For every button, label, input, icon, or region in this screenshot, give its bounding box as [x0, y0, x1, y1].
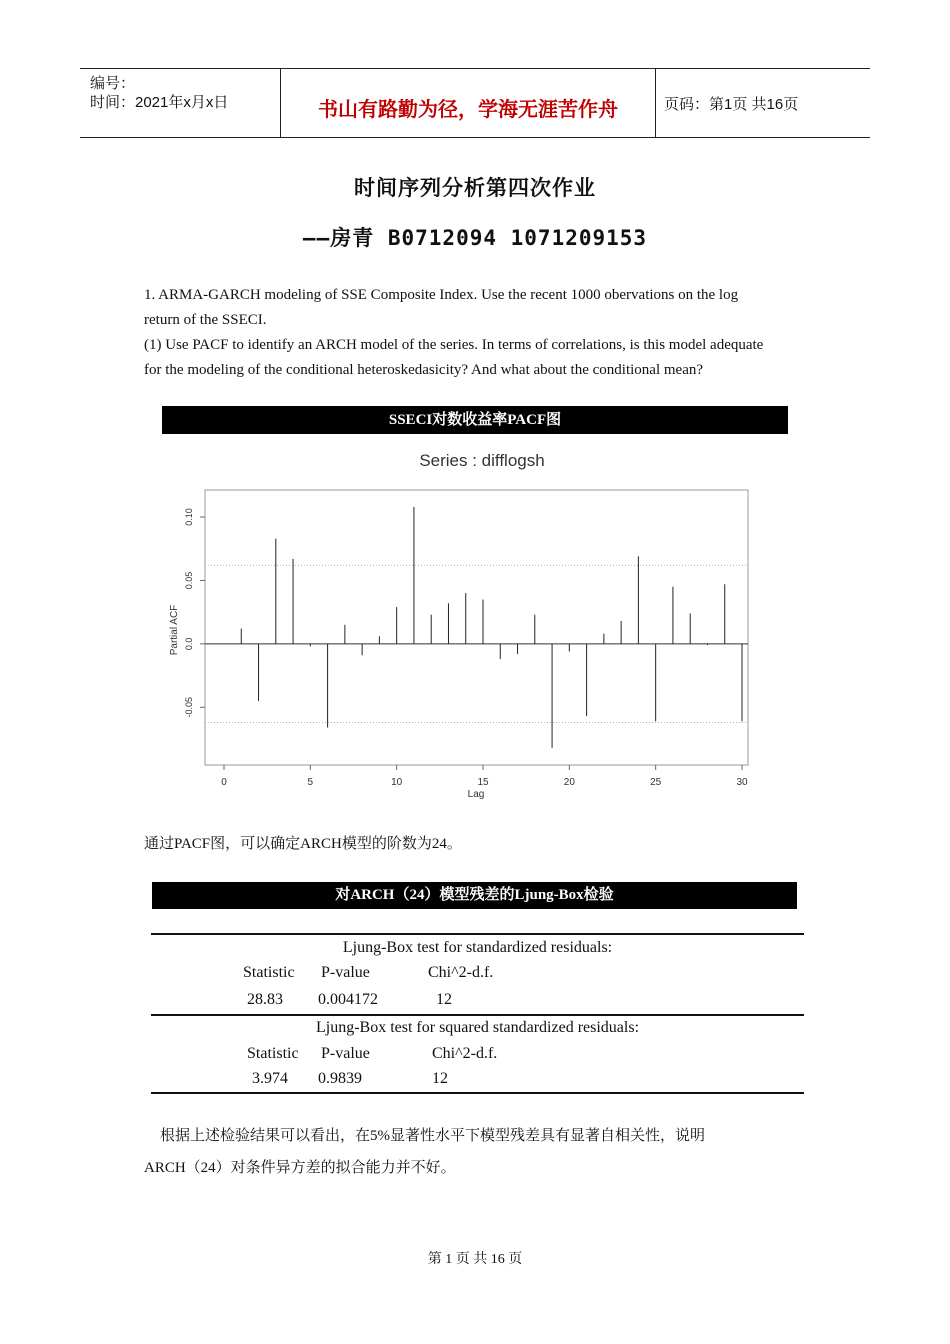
- x-axis-label: Lag: [467, 789, 485, 800]
- ljung-test1-header-pvalue: P-value: [321, 964, 370, 981]
- y-axis-label: Partial ACF: [169, 604, 180, 656]
- x-tick-label: 15: [477, 777, 489, 788]
- ljung-test1-header-statistic: Statistic: [243, 964, 295, 981]
- ljung-test1-statistic: 28.83: [247, 991, 283, 1008]
- ljung-box-banner: 对ARCH（24）模型残差的Ljung-Box检验: [152, 882, 797, 909]
- pacf-figure-banner: SSECI对数收益率PACF图: [162, 406, 788, 434]
- header-meta-cell: [80, 69, 280, 137]
- document-date-label: 时间：2021年x月x日: [90, 94, 229, 111]
- document-subtitle: ——房青 B0712094 1071209153: [302, 226, 648, 250]
- x-tick-label: 30: [736, 777, 748, 788]
- document-number-label: 编号：: [90, 75, 136, 92]
- ljung-test1-df: 12: [436, 991, 452, 1008]
- header-motto: 书山有路勤为径，学海无涯苦作舟: [318, 99, 618, 121]
- page-footer: 第 1 页 共 16 页: [427, 1252, 523, 1267]
- header-page-cell: [655, 69, 870, 137]
- question-paragraph: [144, 283, 824, 383]
- chart-title: Series : difflogsh: [419, 451, 545, 470]
- ljung-test2-title: Ljung-Box test for squared standardized residuals:: [315, 1019, 640, 1036]
- question-line: return of the SSECI.: [144, 312, 267, 328]
- question-line: 1. ARMA-GARCH modeling of SSE Composite Index. Use the recent 1000 obervations on the log: [144, 287, 739, 303]
- pacf-chart: [162, 440, 762, 810]
- table-middle-rule: [151, 1014, 804, 1016]
- y-tick-label: -0.05: [184, 697, 194, 718]
- table-top-rule: [151, 933, 804, 935]
- conclusion-paragraph: [144, 1120, 824, 1184]
- x-tick-label: 5: [307, 777, 314, 788]
- header-page-info: 页码：第1页 共16页: [664, 96, 799, 113]
- pacf-conclusion: 通过PACF图，可以确定ARCH模型的阶数为24。: [144, 836, 462, 852]
- page-header: [80, 68, 870, 138]
- x-tick-label: 0: [221, 777, 227, 788]
- y-tick-label: 0.10: [184, 508, 194, 526]
- ljung-test2-pvalue: 0.9839: [318, 1070, 362, 1087]
- ljung-test2-header-df: Chi^2-d.f.: [432, 1045, 498, 1062]
- x-tick-label: 20: [563, 777, 575, 788]
- plot-frame: [205, 490, 748, 765]
- header-motto-cell: [280, 69, 656, 137]
- ljung-test2-header-statistic: Statistic: [247, 1045, 299, 1062]
- ljung-test1-title: Ljung-Box test for standardized residuals:: [342, 939, 613, 956]
- conclusion-line: 根据上述检验结果可以看出，在5%显著性水平下模型残差具有显著自相关性，说明: [160, 1128, 705, 1144]
- question-line: for the modeling of the conditional heteroskedasicity? And what about the conditional mean?: [144, 362, 704, 378]
- y-tick-label: 0.0: [184, 637, 194, 651]
- question-line: (1) Use PACF to identify an ARCH model of the series. In terms of correlations, is this model adequate: [144, 337, 764, 353]
- table-bottom-rule: [151, 1092, 804, 1094]
- ljung-test2-df: 12: [432, 1070, 448, 1087]
- pacf-chart-svg: [162, 440, 762, 810]
- ljung-test1-pvalue: 0.004172: [318, 991, 378, 1008]
- x-tick-label: 10: [391, 777, 403, 788]
- x-tick-label: 25: [650, 777, 662, 788]
- ljung-test2-statistic: 3.974: [252, 1070, 288, 1087]
- y-tick-label: 0.05: [184, 571, 194, 590]
- ljung-test2-header-pvalue: P-value: [321, 1045, 370, 1062]
- ljung-test1-header-df: Chi^2-d.f.: [428, 964, 494, 981]
- document-title: 时间序列分析第四次作业: [354, 176, 596, 200]
- conclusion-line: ARCH（24）对条件异方差的拟合能力并不好。: [144, 1160, 456, 1176]
